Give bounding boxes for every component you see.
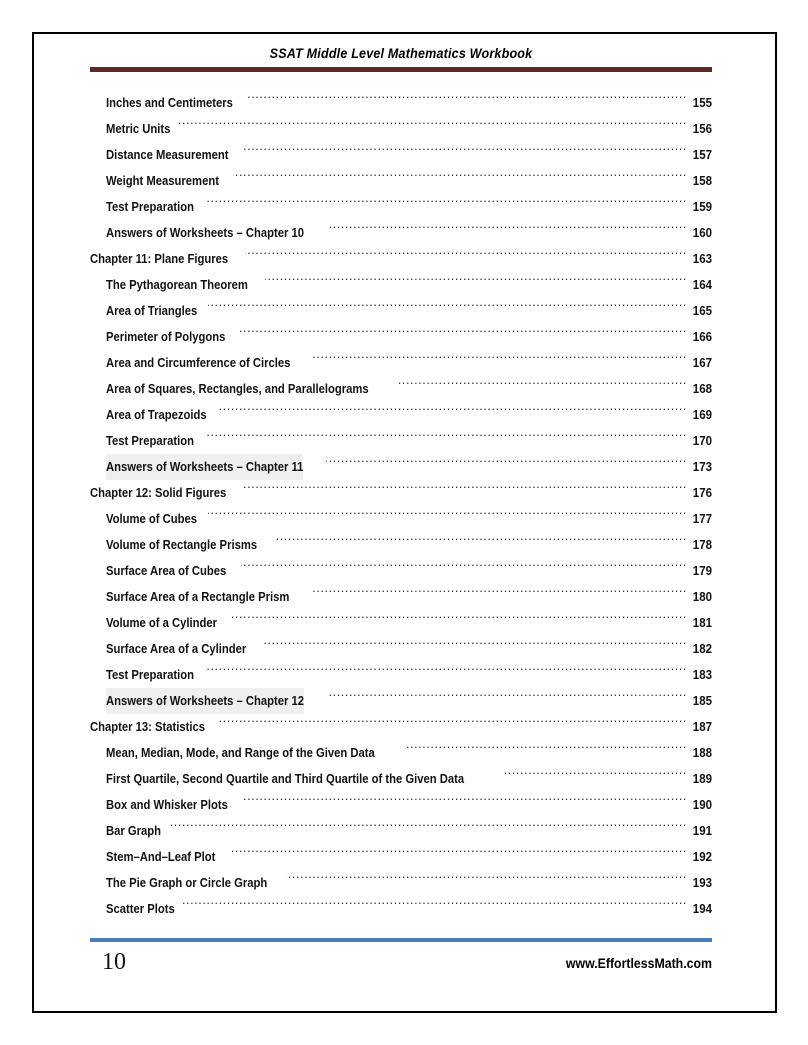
toc-entry[interactable] [90, 90, 712, 116]
toc-leader-dots [327, 693, 687, 706]
toc-entry-page-number: 157 [692, 148, 712, 162]
toc-leader-dots [265, 277, 687, 290]
toc-entry[interactable] [90, 194, 712, 220]
toc-leader-dots [229, 849, 687, 862]
footer-content-row [90, 949, 712, 976]
toc-leader-dots [208, 303, 687, 316]
toc-entry-page-number: 159 [692, 200, 712, 214]
page-header [90, 46, 712, 72]
toc-entry[interactable] [90, 792, 712, 818]
footer-website-link[interactable]: www.EffortlessMath.com [565, 954, 712, 971]
toc-entry[interactable] [90, 116, 712, 142]
toc-entry-page-number: 193 [692, 876, 712, 890]
toc-leader-dots [505, 771, 687, 784]
toc-entry-page-number: 180 [692, 590, 712, 604]
toc-leader-dots [208, 511, 687, 524]
toc-entry-page-number: 155 [692, 96, 712, 110]
toc-leader-dots [168, 823, 687, 836]
toc-entry[interactable] [90, 584, 712, 610]
toc-entry[interactable] [90, 740, 712, 766]
footer-page-number: 10 [102, 949, 126, 975]
toc-entry-label: Inches and Centimeters [106, 96, 233, 110]
toc-entry-label: The Pie Graph or Circle Graph [106, 876, 268, 890]
toc-entry[interactable] [90, 142, 712, 168]
toc-entry[interactable] [90, 532, 712, 558]
toc-entry-page-number: 176 [692, 486, 712, 500]
toc-entry-page-number: 156 [692, 122, 712, 136]
toc-entry[interactable] [90, 454, 712, 480]
toc-leader-dots [183, 901, 687, 914]
toc-entry-label: Stem–And–Leaf Plot [106, 850, 216, 864]
toc-entry-page-number: 191 [692, 824, 712, 838]
toc-entry-page-number: 187 [692, 720, 712, 734]
toc-entry-page-number: 179 [692, 564, 712, 578]
toc-entry-label: Chapter 11: Plane Figures [90, 252, 229, 266]
toc-entry-page-number: 189 [692, 772, 712, 786]
toc-entry[interactable] [90, 896, 712, 922]
toc-entry-page-number: 192 [692, 850, 712, 864]
toc-leader-dots [406, 745, 687, 758]
toc-leader-dots [248, 95, 687, 108]
book-title: SSAT Middle Level Mathematics Workbook [269, 46, 533, 61]
toc-entry-page-number: 164 [692, 278, 712, 292]
toc-entry[interactable] [90, 272, 712, 298]
toc-entry-page-number: 194 [692, 902, 712, 916]
toc-entry[interactable] [90, 662, 712, 688]
toc-entry[interactable] [90, 870, 712, 896]
toc-leader-dots [327, 225, 687, 238]
toc-leader-dots [179, 121, 687, 134]
toc-entry[interactable] [90, 168, 712, 194]
toc-entry[interactable] [90, 298, 712, 324]
toc-entry-label: First Quartile, Second Quartile and Third Quartile of the Given Data [106, 772, 465, 786]
toc-entry[interactable] [90, 350, 712, 376]
toc-entry-label: Surface Area of a Cylinder [106, 642, 247, 656]
toc-leader-dots [230, 615, 687, 628]
toc-entry-page-number: 178 [692, 538, 712, 552]
toc-entry[interactable] [90, 766, 712, 792]
toc-entry-page-number: 158 [692, 174, 712, 188]
toc-entry-page-number: 183 [692, 668, 712, 682]
toc-leader-dots [275, 537, 687, 550]
toc-entry[interactable] [90, 844, 712, 870]
toc-leader-dots [241, 563, 687, 576]
toc-entry[interactable] [90, 506, 712, 532]
toc-entry-page-number: 167 [692, 356, 712, 370]
toc-entry-label: Answers of Worksheets – Chapter 12 [106, 688, 304, 714]
toc-leader-dots [205, 433, 687, 446]
toc-leader-dots [205, 667, 687, 680]
toc-entry[interactable] [90, 714, 712, 740]
toc-entry-label: Area of Triangles [106, 304, 198, 318]
toc-entry-page-number: 166 [692, 330, 712, 344]
toc-entry[interactable] [90, 324, 712, 350]
toc-entry-page-number: 190 [692, 798, 712, 812]
toc-entry-page-number: 160 [692, 226, 712, 240]
toc-entry-label: Metric Units [106, 122, 171, 136]
toc-entry-page-number: 177 [692, 512, 712, 526]
table-of-contents [90, 90, 712, 922]
toc-entry-label: Bar Graph [106, 824, 162, 838]
toc-leader-dots [399, 381, 687, 394]
toc-entry-label: Surface Area of a Rectangle Prism [106, 590, 290, 604]
toc-leader-dots [242, 797, 687, 810]
toc-leader-dots [245, 251, 687, 264]
toc-entry-label: Chapter 12: Solid Figures [90, 486, 227, 500]
toc-entry-label: Volume of Rectangle Prisms [106, 538, 258, 552]
toc-entry[interactable] [90, 220, 712, 246]
toc-entry[interactable] [90, 688, 712, 714]
toc-entry-label: Perimeter of Polygons [106, 330, 226, 344]
toc-entry-page-number: 163 [692, 252, 712, 266]
toc-entry-label: Chapter 13: Statistics [90, 720, 206, 734]
toc-leader-dots [242, 485, 687, 498]
toc-entry[interactable] [90, 246, 712, 272]
toc-entry[interactable] [90, 428, 712, 454]
toc-entry-label: Answers of Worksheets – Chapter 10 [106, 226, 304, 240]
toc-leader-dots [311, 589, 687, 602]
toc-leader-dots [243, 147, 687, 160]
toc-entry-page-number: 181 [692, 616, 712, 630]
toc-entry-label: Area and Circumference of Circles [106, 356, 291, 370]
toc-entry-page-number: 168 [692, 382, 712, 396]
toc-entry-label: Surface Area of Cubes [106, 564, 227, 578]
toc-entry-label: Test Preparation [106, 668, 194, 682]
toc-entry-page-number: 173 [692, 460, 712, 474]
toc-leader-dots [286, 875, 687, 888]
toc-entry[interactable] [90, 558, 712, 584]
toc-entry-label: Volume of Cubes [106, 512, 198, 526]
toc-entry-label: The Pythagorean Theorem [106, 278, 248, 292]
toc-entry-label: Answers of Worksheets – Chapter 11 [106, 454, 303, 480]
toc-entry-label: Volume of a Cylinder [106, 616, 218, 630]
toc-entry-page-number: 170 [692, 434, 712, 448]
toc-entry[interactable] [90, 402, 712, 428]
header-divider-rule [90, 67, 712, 72]
toc-entry-page-number: 165 [692, 304, 712, 318]
toc-entry-page-number: 169 [692, 408, 712, 422]
toc-entry-label: Area of Trapezoids [106, 408, 207, 422]
toc-leader-dots [240, 329, 687, 342]
page-footer [90, 938, 712, 976]
toc-leader-dots [205, 199, 687, 212]
toc-leader-dots [263, 641, 687, 654]
toc-leader-dots [219, 407, 687, 420]
toc-leader-dots [312, 355, 687, 368]
toc-entry-label: Test Preparation [106, 200, 194, 214]
toc-entry-label: Test Preparation [106, 434, 194, 448]
toc-entry-label: Area of Squares, Rectangles, and Parallelograms [106, 382, 369, 396]
toc-entry-label: Scatter Plots [106, 902, 175, 916]
toc-entry[interactable] [90, 818, 712, 844]
toc-entry-page-number: 188 [692, 746, 712, 760]
footer-divider-rule [90, 938, 712, 942]
toc-entry-label: Weight Measurement [106, 174, 219, 188]
toc-entry[interactable] [90, 480, 712, 506]
toc-entry-page-number: 185 [692, 694, 712, 708]
toc-entry-label: Box and Whisker Plots [106, 798, 228, 812]
toc-entry-label: Mean, Median, Mode, and Range of the Given Data [106, 746, 375, 760]
toc-leader-dots [219, 719, 687, 732]
toc-leader-dots [326, 459, 687, 472]
toc-entry[interactable] [90, 610, 712, 636]
toc-entry[interactable] [90, 636, 712, 662]
toc-entry-label: Distance Measurement [106, 148, 229, 162]
toc-entry[interactable] [90, 376, 712, 402]
toc-leader-dots [233, 173, 688, 186]
toc-entry-page-number: 182 [692, 642, 712, 656]
